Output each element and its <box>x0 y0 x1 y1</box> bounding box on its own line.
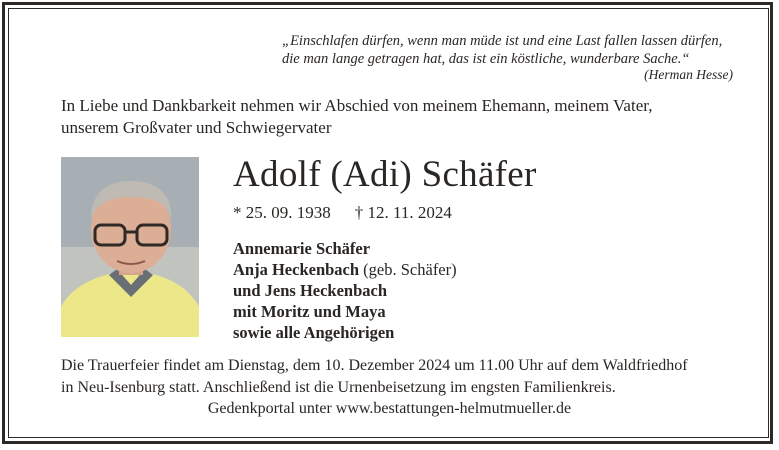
portrait-photo <box>61 157 199 337</box>
mourners-list <box>233 238 457 343</box>
intro-line-1: In Liebe und Dankbarkeit nehmen wir Abschied von meinem Ehemann, meinem Vater, <box>61 96 653 115</box>
mourner-grandchildren: mit Moritz und Maya <box>233 302 386 321</box>
mourner-daughter-name: Anja Heckenbach <box>233 260 360 279</box>
mourner-daughter <box>233 259 457 280</box>
mourner-relatives: sowie alle Angehörigen <box>233 323 395 342</box>
deceased-name: Adolf (Adi) Schäfer <box>233 154 537 195</box>
death-date: † 12. 11. 2024 <box>354 203 452 222</box>
ceremony-line-1: Die Trauerfeier findet am Dienstag, dem 10. Dezember 2024 um 11.00 Uhr auf dem Waldfriedhof <box>61 357 688 374</box>
epigraph-quote <box>282 32 732 68</box>
life-dates <box>233 203 452 223</box>
intro-text <box>61 95 741 139</box>
memorial-portal-link[interactable]: Gedenkportal unter www.bestattungen-helmutmueller.de <box>207 400 572 417</box>
portrait-illustration <box>61 157 199 337</box>
maiden-name-note: (geb. Schäfer) <box>363 260 457 279</box>
ceremony-info <box>61 355 751 399</box>
birth-date: * 25. 09. 1938 <box>233 203 331 222</box>
mourner-son-in-law: und Jens Heckenbach <box>233 281 388 300</box>
quote-line-2: die man lange getragen hat, das ist ein köstliche, wunderbare Sache.“ <box>282 51 690 67</box>
ceremony-line-2: in Neu-Isenburg statt. Anschließend ist die Urnenbeisetzung im engsten Familienkreis. <box>61 379 616 396</box>
mourner-spouse: Annemarie Schäfer <box>233 239 371 258</box>
quote-author: (Herman Hesse) <box>644 67 733 82</box>
quote-line-1: „Einschlafen dürfen, wenn man müde ist und eine Last fallen lassen dürfen, <box>282 33 723 49</box>
intro-line-2: unserem Großvater und Schwiegervater <box>61 118 332 137</box>
